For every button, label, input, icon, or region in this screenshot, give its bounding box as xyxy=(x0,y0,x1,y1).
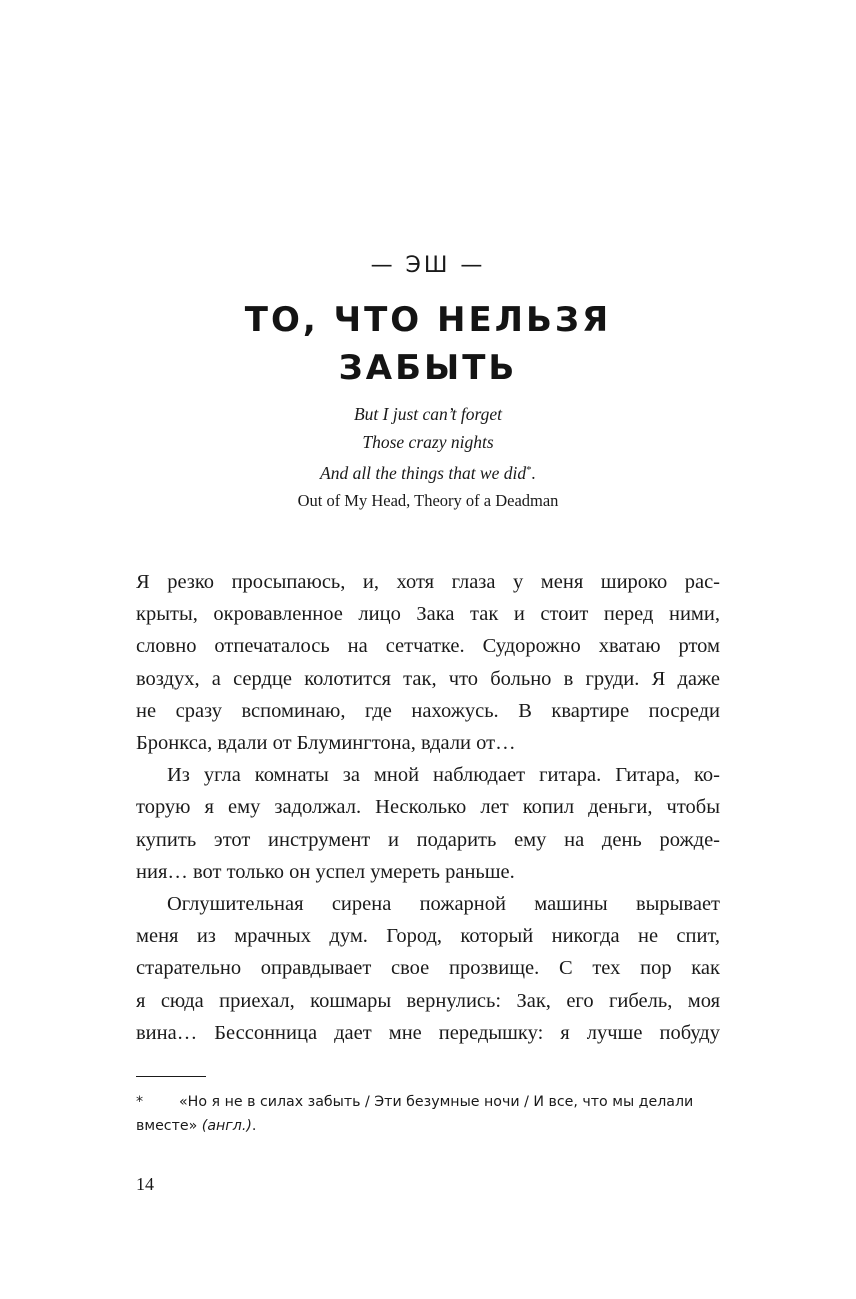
epigraph-line: But I just can’t forget xyxy=(353,404,503,424)
text-line: Из угла комнаты за мной наблюдает гитара. Гитара, ко- xyxy=(167,764,720,787)
text-line: старательно оправдывает свое прозвище. С тех пор как xyxy=(136,957,720,980)
epigraph-line: Those crazy nights xyxy=(362,432,494,452)
chapter-title-line: ТО, ЧТО НЕЛЬЗЯ xyxy=(244,300,612,340)
footnote-line xyxy=(136,1114,720,1138)
epigraph-line-text: And all the things that we did xyxy=(320,463,527,483)
page-number: 14 xyxy=(136,1174,154,1194)
footnote-end: . xyxy=(251,1118,257,1134)
epigraph-source: Out of My Head, Theory of a Deadman xyxy=(297,491,559,510)
footnote-divider xyxy=(136,1076,206,1077)
text-line: воздух, а сердце колотится так, что больно в груди. Я даже xyxy=(136,667,720,690)
text-line: я сюда приехал, кошмары вернулись: Зак, его гибель, моя xyxy=(136,989,720,1012)
epigraph xyxy=(0,400,856,515)
text-line: Оглушительная сирена пожарной машины вырывает xyxy=(167,893,720,916)
paragraph xyxy=(136,566,720,759)
text-line: крыты, окровавленное лицо Зака так и стоит перед ними, xyxy=(136,603,720,626)
text-line: меня из мрачных дум. Город, который никогда не спит, xyxy=(136,925,720,948)
text-line: Я резко просыпаюсь, и, хотя глаза у меня широко рас- xyxy=(136,571,720,593)
body-text xyxy=(136,566,720,1049)
footnote-text: вместе» xyxy=(136,1118,198,1134)
epigraph-line xyxy=(0,456,856,487)
paragraph xyxy=(136,888,720,1049)
text-line: торую я ему задолжал. Несколько лет копил деньги, чтобы xyxy=(136,796,720,819)
text-line: вина… Бессонница дает мне передышку: я лучше побуду xyxy=(136,1021,720,1044)
text-line: Бронкса, вдали от Блумингтона, вдали от… xyxy=(136,732,516,755)
text-line: купить этот инструмент и подарить ему на день рожде- xyxy=(136,828,720,851)
footnote-text: «Но я не в силах забыть / Эти безумные ночи / И все, что мы делали xyxy=(179,1094,694,1110)
footnote-reference: * xyxy=(526,464,532,476)
footnote-language: (англ.) xyxy=(201,1118,252,1134)
narrator-label: — ЭШ — xyxy=(370,253,486,278)
text-line: ния… вот только он успел умереть раньше. xyxy=(136,860,515,883)
epigraph-line-end: . xyxy=(531,463,536,483)
text-line: словно отпечаталось на сетчатке. Судорожно хватаю ртом xyxy=(136,635,720,658)
footnote-line xyxy=(136,1090,720,1114)
footnote-mark: * xyxy=(136,1094,144,1110)
chapter-title-line: ЗАБЫТЬ xyxy=(338,348,518,388)
text-line: не сразу вспоминаю, где нахожусь. В квартире посреди xyxy=(136,699,720,722)
chapter-title xyxy=(0,296,856,392)
footnote xyxy=(136,1090,720,1138)
paragraph xyxy=(136,759,720,888)
